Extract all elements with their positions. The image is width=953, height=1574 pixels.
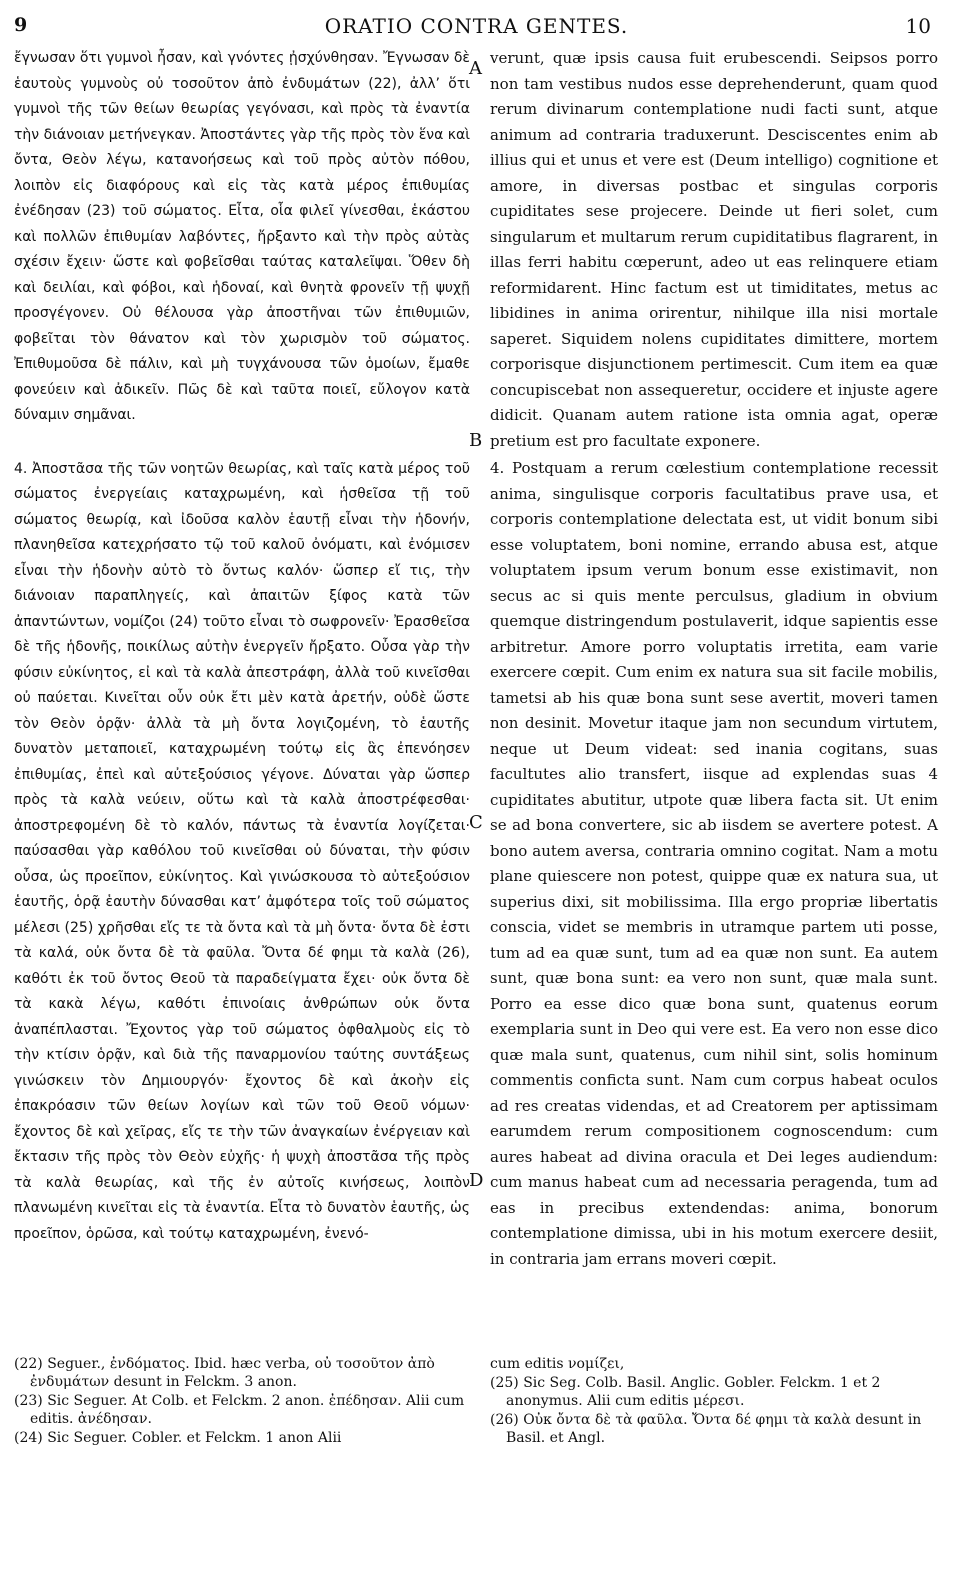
running-title: ORATIO CONTRA GENTES.	[324, 14, 629, 38]
margin-marker-d: D	[469, 1170, 484, 1191]
margin-marker-b: B	[469, 430, 483, 451]
page-left-mark: 9	[14, 14, 28, 36]
footnote-25: (25) Sic Seg. Colb. Basil. Anglic. Gobler. Felckm. 1 et 2 anonymus. Alii cum editis μέρεσι.	[490, 1375, 881, 1409]
margin-marker-c: C	[469, 812, 483, 833]
latin-paragraph-1: verunt, quæ ipsis causa fuit erubescendi. Seipsos porro non tam vestibus nudos esse deprehenderunt, quam quod rerum divinarum contemplatione nudi facti sunt, atque animum ad contraria traduxerunt. Desciscentes enim ab illius qui et unus et vere est (Deum intelligo) cognitione et amore, in diversas postbac et singulas corporis cupiditates sese projecere. Deinde ut fieri solet, cum singularum et multarum rerum cupiditatibus flagrarent, in illas ferri habitu cœperunt, adeo ut eas relinquere etiam reformidarent. Hinc factum est ut timiditates, metus ac libidines in anima orirentur, nihilque illa nisi mortale saperet. Siquidem nolens cupiditates dimittere, mortem corporisque disjunctionem pertimescit. Cum item ea quæ concupiscebat non assequeretur, occidere et injuste agere didicit. Quanam autem ratione ista omnia agat, operæ pretium est pro facultate exponere.	[490, 49, 938, 450]
footnotes-right	[490, 1355, 938, 1448]
greek-paragraph-1: ἔγνωσαν ὅτι γυμνοὶ ἦσαν, καὶ γνόντες ᾐσχύνθησαν. Ἔγνωσαν δὲ ἑαυτοὺς γυμνοὺς οὐ τοσοῦτον ἀπὸ ἐνδυμάτων (22), ἀλλ’ ὅτι γυμνοὶ τῆς τῶν θείων θεωρίας γεγόνασι, καὶ πρὸς τὰ ἐναντία τὴν διάνοιαν μετήνεγκαν. Ἀποστάντες γὰρ τῆς πρὸς τὸν ἕνα καὶ ὄντα, Θεὸν λέγω, κατανοήσεως καὶ τοῦ πρὸς αὐτὸν πόθου, λοιπὸν εἰς διαφόρους καὶ εἰς τὰς κατὰ μέρος ἐπιθυμίας ἐνέδησαν (23) τοῦ σώματος. Εἶτα, οἷα φιλεῖ γίνεσθαι, ἑκάστου καὶ πολλῶν ἐπιθυμίαν λαβόντες, ἤρξαντο καὶ τὴν πρὸς αὐτὰς σχέσιν ἔχειν· ὥστε καὶ φοβεῖσθαι ταύτας καταλεῖψαι. Ὅθεν δὴ καὶ δειλίαι, καὶ φόβοι, καὶ ἡδοναί, καὶ θνητὰ φρονεῖν τῇ ψυχῇ προσγέγονεν. Οὐ θέλουσα γὰρ ἀποστῆναι τῶν ἐπιθυμιῶν, φοβεῖται τὸν θάνατον καὶ τὸν χωρισμὸν τοῦ σώματος. Ἐπιθυμοῦσα δὲ πάλιν, καὶ μὴ τυγχάνουσα τῶν ὁμοίων, ἔμαθε φονεύειν καὶ ἀδικεῖν. Πῶς δὲ καὶ ταῦτα ποιεῖ, εὔλογον κατὰ δύναμιν σημᾶναι.	[14, 50, 470, 423]
page-number: 10	[905, 14, 931, 38]
latin-paragraph-section-4: 4. Postquam a rerum cœlestium contemplatione recessit anima, singulisque corporis facultatibus prave usa, et corporis contemplatione delectata est, ut vidit bonum sibi esse voluptatem, boni nomine, errando abusa est, atque voluptatem ipsum verum bonum esse existimavit, non secus ac si quis mente perculsus, gladium in obvium quemque distringendum postulaverit, idque sapientis esse arbitretur. Amore porro voluptatis irretita, eam varie exercere cœpit. Cum enim ex natura sua sit facile mobilis, tametsi ab his quæ bona sunt sese avertit, moveri tamen non desinit. Movetur itaque jam non secundum virtutem, neque ut Deum videat: sed inania cogitans, suas facultutes alio transfert, iisque ad explendas suas 4 cupiditates abutitur, utpote quæ libera facta sit. Ut enim se ad bona convertere, sic ab iisdem se avertere potest. A bono autem aversa, contraria omnino cogitat. Nam a motu plane quiescere non potest, quippe quæ ex natura sua, ut superius dixi, sit mobilissima. Illa ergo propriæ libertatis conscia, videt se membris in utramque partem uti posse, tum ad ea quæ sunt, tum ad ea quæ non sunt. Ea autem sunt, quæ bona sunt: ea vero non sunt, quæ mala sunt. Porro ea esse dico quæ bona sunt, quatenus eorum exemplaria sunt in Deo qui vere est. Ea vero non esse dico quæ mala sunt, quatenus, cum nihil sint, solis hominum commentis conficta sunt. Nam cum corpus habeat oculos ad res creatas videndas, et ad Creatorem per aptissimam earumdem rerum compositionem cognoscendum: cum aures habeat ad divina oracula et Dei leges audiendum: cum manus habeat cum ad necessaria peragenda, tum ad eas in precibus extendendas: anima, bonorum contemplatione dimissa, ubi in his motum exercere desiit, in contraria jam errans moveri cœpit.	[490, 459, 938, 1268]
margin-marker-a: A	[469, 58, 482, 79]
footnote-24: (24) Sic Seguer. Cobler. et Felckm. 1 anon Alii	[14, 1430, 342, 1446]
greek-text-column	[14, 46, 470, 1247]
footnote-24-continued: cum editis νομίζει,	[490, 1356, 625, 1372]
latin-text-column	[490, 46, 938, 1272]
greek-paragraph-section-4: 4. Ἀποστᾶσα τῆς τῶν νοητῶν θεωρίας, καὶ ταῖς κατὰ μέρος τοῦ σώματος ἐνεργείαις καταχρωμένη, καὶ ἡσθεῖσα τῇ τοῦ σώματος θεωρίᾳ, καὶ ἰδοῦσα καλὸν ἑαυτῇ εἶναι τὴν ἡδονήν, πλανηθεῖσα κατεχρήσατο τῷ τοῦ καλοῦ ὀνόματι, καὶ ἐνόμισεν εἶναι τὴν ἡδονὴν αὐτὸ τὸ ὄντως καλόν· ὥσπερ εἴ τις, τὴν διάνοιαν παραπληγείς, καὶ ἀπαιτῶν ξίφος κατὰ τῶν ἀπαντώντων, νομίζοι (24) τοῦτο εἶναι τὸ σωφρονεῖν· Ἐρασθεῖσα δὲ τῆς ἡδονῆς, ποικίλως αὐτὴν ἐνεργεῖν ἤρξατο. Οὖσα γὰρ τὴν φύσιν εὐκίνητος, εἰ καὶ τὰ καλὰ ἀπεστράφη, ἀλλὰ τοῦ κινεῖσθαι οὐ παύεται. Κινεῖται οὖν οὐκ ἔτι μὲν κατὰ ἀρετήν, οὐδὲ ὥστε τὸν Θεὸν ὁρᾷν· ἀλλὰ τὰ μὴ ὄντα λογιζομένη, τὸ ἑαυτῆς δυνατὸν μεταποιεῖ, καταχρωμένη τούτῳ εἰς ἃς ἐπενόησεν ἐπιθυμίας, ἐπεὶ καὶ αὐτεξούσιος γέγονε. Δύναται γὰρ ὥσπερ πρὸς τὰ καλὰ νεύειν, οὕτω καὶ τὰ καλὰ ἀποστρέφεσθαι· ἀποστρεφομένη δὲ τὸ καλόν, πάντως τὰ ἐναντία λογίζεται· παύσασθαι γὰρ καθόλου τοῦ κινεῖσθαι οὐ δύναται, τὴν φύσιν οὖσα, ὡς προεῖπον, εὐκίνητος. Καὶ γινώσκουσα τὸ αὐτεξούσιον ἑαυτῆς, ὁρᾷ ἑαυτὴν δύνασθαι κατ’ ἀμφότερα τοῖς τοῦ σώματος μέλεσι (25) χρῆσθαι εἴς τε τὰ ὄντα καὶ τὰ μὴ ὄντα· ὄντα δὲ ἐστι τὰ καλά, οὐκ ὄντα δὲ τὰ φαῦλα. Ὄντα δέ φημι τὰ καλὰ (26), καθότι ἐκ τοῦ ὄντος Θεοῦ τὰ παραδείγματα ἔχει· οὐκ ὄντα δὲ τὰ κακὰ λέγω, καθότι ἐπινοίαις ἀνθρώπων οὐκ ὄντα ἀναπέπλασται. Ἔχοντος γὰρ τοῦ σώματος ὀφθαλμοὺς εἰς τὸ τὴν κτίσιν ὁρᾷν, καὶ διὰ τῆς παναρμονίου ταύτης συντάξεως γινώσκειν τὸν Δημιουργόν· ἔχοντος δὲ καὶ ἀκοὴν εἰς ἐπακρόασιν τῶν θείων λογίων καὶ τῶν τοῦ Θεοῦ νόμων· ἔχοντος δὲ καὶ χεῖρας, εἴς τε τὴν τῶν ἀναγκαίων ἐνέργειαν καὶ ἔκτασιν τῆς πρὸς τὸν Θεὸν εὐχῆς· ἡ ψυχὴ ἀποστᾶσα τῆς πρὸς τὰ καλὰ θεωρίας, καὶ τῆς ἐν αὐτοῖς κινήσεως, λοιπὸν πλανωμένη κινεῖται εἰς τὰ ἐναντία. Εἶτα τὸ δυνατὸν ἑαυτῆς, ὡς προεῖπον, ὁρῶσα, καὶ τούτῳ καταχρωμένη, ἐνενό-	[14, 460, 470, 1242]
footnote-23: (23) Sic Seguer. At Colb. et Felckm. 2 anon. ἐπέδησαν. Alii cum editis. ἀνέδησαν.	[14, 1393, 465, 1427]
page-header	[0, 14, 953, 40]
footnotes-left	[14, 1355, 474, 1448]
footnote-26: (26) Οὐκ ὄντα δὲ τὰ φαῦλα. Ὄντα δέ φημι τὰ καλὰ desunt in Basil. et Angl.	[490, 1412, 922, 1446]
footnote-22: (22) Seguer., ἐνδόματος. Ibid. hæc verba, οὐ τοσοῦτον ἀπὸ ἐνδυμάτων desunt in Felckm. 3 anon.	[14, 1356, 435, 1390]
